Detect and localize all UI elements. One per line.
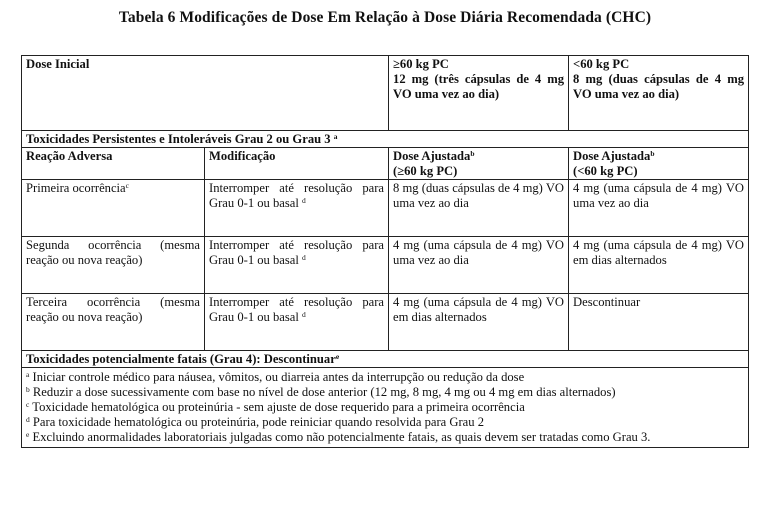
footnote-c-mark: c xyxy=(26,400,30,409)
row1-reacao xyxy=(22,180,205,237)
row3-ge60: 4 mg (uma cápsula de 4 mg) VO em dias alternados xyxy=(389,294,569,351)
footnote-c-text: Toxicidade hematológica ou proteinúria - sem ajuste de dose requerido para a primeira ocorrência xyxy=(32,400,525,414)
row1-reacao-text: Primeira ocorrência xyxy=(26,181,126,195)
subheader-row xyxy=(22,148,749,180)
row3-mod-sup: d xyxy=(302,310,306,319)
row2-reacao xyxy=(22,237,205,294)
header-lt60 xyxy=(569,56,749,131)
header-dose-inicial: Dose Inicial xyxy=(22,56,389,131)
table-header-row xyxy=(22,56,749,131)
row2-mod xyxy=(205,237,389,294)
row1-mod-text: Interromper até resolução para Grau 0-1 ou basal xyxy=(209,181,385,210)
subheader-dose-ge60 xyxy=(389,148,569,180)
subheader-dose-ajustada-label: Dose Ajustada xyxy=(573,149,651,163)
header-ge60 xyxy=(389,56,569,131)
footnote-e xyxy=(26,430,744,445)
header-ge60-dose: 12 mg (três cápsulas de 4 mg VO uma vez ao dia) xyxy=(393,72,565,101)
row3-lt60: Descontinuar xyxy=(569,294,749,351)
section-grade4-cell xyxy=(22,351,749,368)
subheader-dose-sup: b xyxy=(470,149,475,158)
row2-mod-text: Interromper até resolução para Grau 0-1 ou basal xyxy=(209,238,385,267)
footnote-a-text: Iniciar controle médico para náusea, vômitos, ou diarreia antes da interrupção ou redução da dose xyxy=(32,370,525,384)
footnotes-row xyxy=(22,368,749,448)
table-row xyxy=(22,180,749,237)
row1-mod-sup: d xyxy=(302,196,306,205)
row3-mod xyxy=(205,294,389,351)
subheader-modificacao: Modificação xyxy=(205,148,389,180)
subheader-lt60-label: (<60 kg PC) xyxy=(573,164,638,178)
header-lt60-weight: <60 kg PC xyxy=(573,57,630,71)
subheader-ge60-label: (≥60 kg PC) xyxy=(393,164,458,178)
footnote-b-text: Reduzir a dose sucessivamente com base no nível de dose anterior (12 mg, 8 mg, 4 mg ou 4 mg em dias alternados) xyxy=(32,385,616,399)
subheader-dose-lt60 xyxy=(569,148,749,180)
footnote-d-mark: d xyxy=(26,415,30,424)
row3-reacao xyxy=(22,294,205,351)
footnote-d xyxy=(26,415,744,430)
subheader-reacao: Reação Adversa xyxy=(22,148,205,180)
row1-ge60: 8 mg (duas cápsulas de 4 mg) VO uma vez ao dia xyxy=(389,180,569,237)
section-row-grade2-3 xyxy=(22,131,749,148)
row1-reacao-sup: c xyxy=(125,181,129,190)
subheader-dose-ajustada-label: Dose Ajustada xyxy=(393,149,471,163)
table-title: Tabela 6 Modificações de Dose Em Relação à Dose Diária Recomendada (CHC) xyxy=(118,9,652,26)
row3-reacao-text: Terceira ocorrência (mesma reação ou nova reação) xyxy=(26,295,200,324)
footnote-a-mark: a xyxy=(26,370,30,379)
table-row xyxy=(22,294,749,351)
footnote-b xyxy=(26,385,744,400)
row2-reacao-text: Segunda ocorrência (mesma reação ou nova reação) xyxy=(26,238,200,267)
section-grade2-3-cell xyxy=(22,131,749,148)
row2-ge60: 4 mg (uma cápsula de 4 mg) VO uma vez ao dia xyxy=(389,237,569,294)
row2-lt60: 4 mg (uma cápsula de 4 mg) VO em dias alternados xyxy=(569,237,749,294)
section-grade4-sup: e xyxy=(335,352,340,361)
row3-mod-text: Interromper até resolução para Grau 0-1 ou basal xyxy=(209,295,385,324)
footnote-c xyxy=(26,400,744,415)
footnote-e-text: Excluindo anormalidades laboratoriais julgadas como não potencialmente fatais, as quais devem ser tratadas como Grau 3. xyxy=(32,430,651,444)
footnote-d-text: Para toxicidade hematológica ou proteinúria, pode reiniciar quando resolvida para Grau 2 xyxy=(32,415,485,429)
row1-mod xyxy=(205,180,389,237)
dose-modification-table xyxy=(21,55,749,448)
footnote-e-mark: e xyxy=(26,430,30,439)
subheader-dose-sup: b xyxy=(650,149,655,158)
row2-mod-sup: d xyxy=(302,253,306,262)
section-grade4-label: Toxicidades potencialmente fatais (Grau 4): Descontinuar xyxy=(26,352,336,366)
section-grade2-3-label: Toxicidades Persistentes e Intoleráveis Grau 2 ou Grau 3 xyxy=(26,132,331,146)
section-row-grade4 xyxy=(22,351,749,368)
header-ge60-weight: ≥60 kg PC xyxy=(393,57,449,71)
footnotes-cell xyxy=(22,368,749,448)
footnote-a xyxy=(26,370,744,385)
header-lt60-dose: 8 mg (duas cápsulas de 4 mg VO uma vez ao dia) xyxy=(573,72,745,101)
section-grade2-3-sup: a xyxy=(333,132,338,141)
row1-lt60: 4 mg (uma cápsula de 4 mg) VO uma vez ao dia xyxy=(569,180,749,237)
footnote-b-mark: b xyxy=(26,385,30,394)
table-row xyxy=(22,237,749,294)
